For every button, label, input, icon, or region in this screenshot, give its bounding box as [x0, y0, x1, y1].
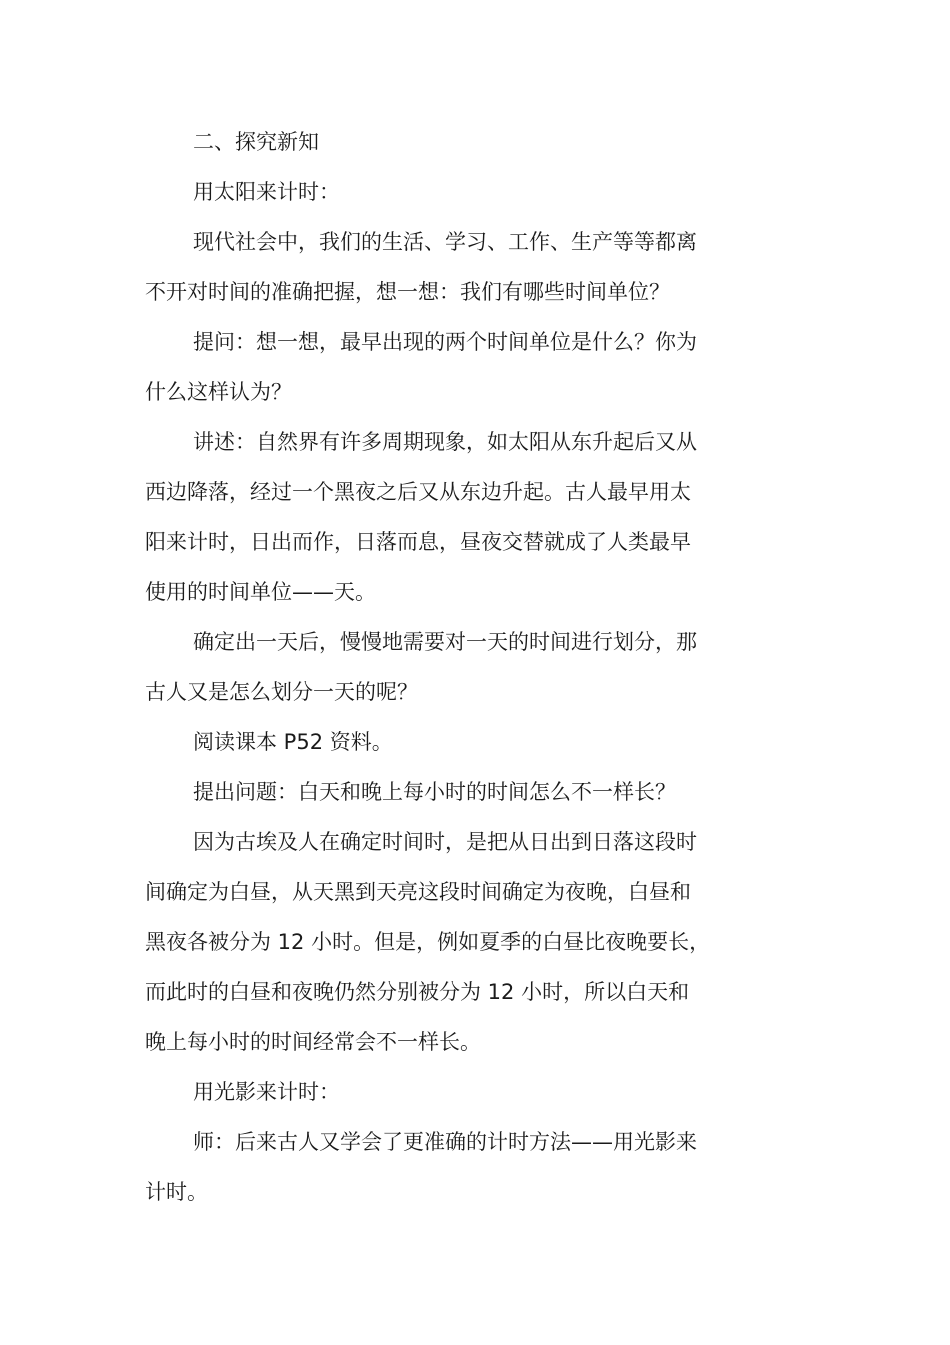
- paragraph-line: 阅读课本 P52 资料。: [193, 730, 393, 754]
- paragraph-line: 使用的时间单位——天。: [145, 580, 376, 604]
- paragraph-line: 古人又是怎么划分一天的呢？: [145, 680, 418, 704]
- paragraph-line: 西边降落，经过一个黑夜之后又从东边升起。古人最早用太: [145, 480, 691, 504]
- paragraph-line: 晚上每小时的时间经常会不一样长。: [145, 1030, 481, 1054]
- paragraph-line: 讲述：自然界有许多周期现象，如太阳从东升起后又从: [193, 430, 697, 454]
- paragraph-line: 间确定为白昼，从天黑到天亮这段时间确定为夜晚，白昼和: [145, 880, 691, 904]
- paragraph-line: 而此时的白昼和夜晚仍然分别被分为 12 小时，所以白天和: [145, 980, 690, 1004]
- paragraph-line: 阳来计时，日出而作，日落而息，昼夜交替就成了人类最早: [145, 530, 691, 554]
- section-heading: 二、探究新知: [193, 130, 319, 154]
- subheading-sun-timing: 用太阳来计时：: [193, 180, 340, 204]
- paragraph-line: 提问：想一想，最早出现的两个时间单位是什么？你为: [193, 330, 697, 354]
- paragraph-line: 不开对时间的准确把握，想一想：我们有哪些时间单位？: [145, 280, 670, 304]
- subheading-shadow-timing: 用光影来计时：: [193, 1080, 340, 1104]
- paragraph-line: 师：后来古人又学会了更准确的计时方法——用光影来: [193, 1130, 697, 1154]
- paragraph-line: 计时。: [145, 1180, 208, 1204]
- paragraph-line: 确定出一天后，慢慢地需要对一天的时间进行划分，那: [193, 630, 697, 654]
- paragraph-line: 黑夜各被分为 12 小时。但是，例如夏季的白昼比夜晚要长，: [145, 930, 711, 954]
- paragraph-line: 什么这样认为？: [145, 380, 292, 404]
- paragraph-line: 提出问题：白天和晚上每小时的时间怎么不一样长？: [193, 780, 676, 804]
- paragraph-line: 现代社会中，我们的生活、学习、工作、生产等等都离: [193, 230, 697, 254]
- paragraph-line: 因为古埃及人在确定时间时，是把从日出到日落这段时: [193, 830, 697, 854]
